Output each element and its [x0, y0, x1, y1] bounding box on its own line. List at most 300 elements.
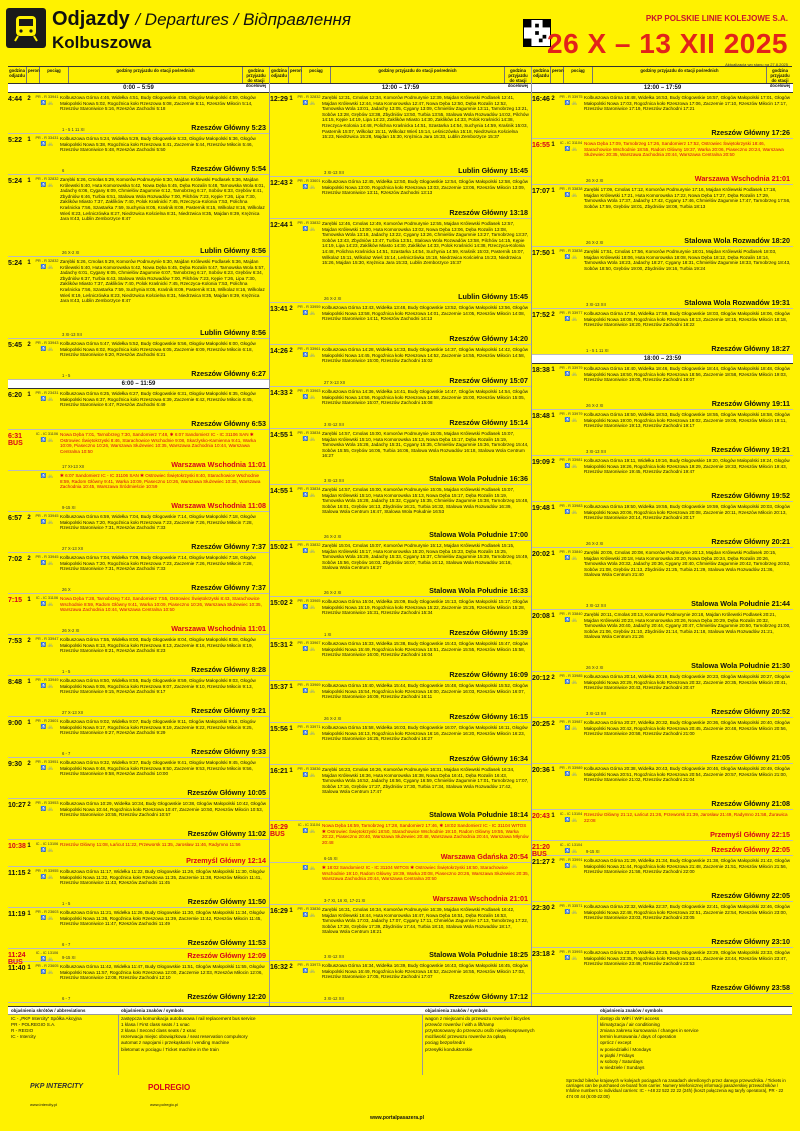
running-days-note: 3 XI-12 XII [324, 954, 344, 959]
departure-time: 14:33 [270, 390, 288, 397]
departure-row[interactable] [532, 718, 793, 764]
platform-number: 2 [551, 312, 555, 318]
intermediate-stops: Kolbuszowa Górna 11:17, Widełka 11:22, Budy Głogowskie 11:26, Głogów Małopolski 11:30, Głogów Małopolski Nowa 11:32, Rogoźnica koło Rzeszowa 11:35, Zaczernie 11:38, Rzeszów Miłocin 11:41, Rzeszów Staroniwice 11:43, Rzeszów Zachodni 11:45 [60, 869, 265, 886]
departure-time: 18:48 [532, 413, 550, 420]
destination: Warszawa Wschodnia 11:08 [171, 501, 266, 510]
symbols-legend-3: objaśnienia znaków / symbols dostęp do WiFi / WiFi access klimatyzacja / air conditioning zmiana zakresu kursowania / changes in service termin kursowania / days of operation oprócz / except w poniedziałki / Mondays w piątki / Fridays w soboty / Saturdays w niedziele / Sundays [597, 1007, 792, 1075]
train-number: PR - R 23603 [35, 910, 59, 914]
destination: Warszawa Wschodnia 21:01 [694, 174, 790, 183]
departure-time: 8:48 [8, 679, 23, 686]
intermediate-stops: Kolbuszowa Górna 5:47, Widełka 5:52, Budy Głogowskie 5:56, Głogów Małopolski 6:00, Głogów Małopolski Nowa 6:02, Rogoźnica koło Rzeszowa 6:05, Zaczernie 6:09, Rzeszów Miłocin 6:18, Rzeszów Staroniwice 6:20, Rzeszów Zachodni 6:21 [60, 341, 256, 358]
legend-item: w niedziele / Sundays [600, 1065, 645, 1071]
departure-time: 14:55 [270, 488, 288, 495]
running-days-note: 9-15 XI [586, 849, 600, 854]
running-days-note: 1 - 5 [62, 373, 71, 378]
train-info [558, 948, 584, 993]
pkp-plk-logo: PKP POLSKIE LINIE KOLEJOWE S.A. [645, 14, 788, 23]
intermediate-stops: Zarębki 17:09, Cmolas 17:12, Komorów Podmurynie 17:16, Majdan Królewski Podlasek 17:18, Majdan Królewski 17:21, Huta Komorowska 17:22, Nowa Dęba 17:27, Dęba Rozalin 17:29, Tarnowska Wola 17:37, Jadachy 17:42, Cygany 17:46, Chmielów Zagumnie 17:47, Tarnobrzeg 17:56, Sobów 17:59, Grębów 18:01, Zbydniów 18:08, Turbia 18:13 [584, 187, 791, 209]
legend-item: przesyłki konduktorskie [425, 1046, 473, 1052]
running-days-note: 1 - 5 1 11 XI [586, 348, 609, 353]
train-info [558, 764, 584, 809]
running-days-note: 9-15 XI [62, 505, 76, 510]
departure-row[interactable] [8, 908, 269, 949]
train-number: PR - R 33941 [35, 95, 59, 99]
service-symbols: ♿ 🚲 [40, 969, 54, 974]
departure-row[interactable] [270, 639, 531, 681]
destination: Rzeszów Główny 17:12 [449, 992, 528, 1001]
departure-row[interactable] [532, 856, 793, 902]
intermediate-stops: Kolbuszowa Górna 9:02, Widełka 9:07, Budy Głogowskie 9:11, Głogów Małopolski 9:15, Głogów Małopolski Nowa 9:17, Rogoźnica koło Rzeszowa 9:19, Zaczernie 9:22, Rzeszów Miłocin 9:25, Rzeszów Staroniwice 9:27, Rzeszów Zachodni 9:29 [60, 719, 256, 736]
running-days-note: 1 - 5 [62, 669, 71, 674]
departure-row[interactable] [532, 902, 793, 948]
departure-time: 14:55 [270, 432, 288, 439]
portal-link[interactable]: www.portalpasazera.pl [370, 1115, 424, 1121]
departure-row[interactable] [270, 541, 531, 597]
intermediate-stops: Kolbuszowa Górna 17:54, Widełka 17:59, Budy Głogowskie 18:03, Głogów Małopolski 18:06, Głogów Małopolski Nowa 18:08, Rogoźnica koło Rzeszowa 18:13, Zaczernie 18:15, Rzeszów Miłocin 18:18, Rzeszów Staroniwice 18:20, Rzeszów Zachodni 18:22 [584, 311, 791, 328]
departure-row[interactable] [270, 597, 531, 639]
train-number: PR - R 23431 [35, 391, 59, 395]
symbols-legend-2: objaśnienia znaków / symbols wagon z miejscami do przewozu rowerów / bicycles przewóz rowerów / with a lift/ramp przystosowany do przewozu osób niepełnosprawnych możliwość przewozu rowerów za opłatą pociąg bezpośredni przesyłki konduktorskie [422, 1007, 598, 1075]
train-number: IC - IC 13106 [35, 951, 59, 955]
intermediate-stops: Kolbuszowa Górna 20:27, Widełka 20:32, Budy Głogowskie 20:36, Głogów Małopolski 20:40, Głogów Małopolski Nowa 20:42, Rogoźnica koło Rzeszowa 20:45, Zaczernie 20:48, Rzeszów Miłocin 20:56, Rzeszów Staroniwice 20:58, Rzeszów Zachodni 21:00 [584, 720, 791, 737]
destination: Warszawa Gdańska 20:54 [440, 852, 528, 861]
departure-row[interactable] [8, 134, 269, 175]
departure-row[interactable] [270, 93, 531, 177]
train-number: PR - R 33834 [297, 487, 321, 491]
departure-row[interactable] [532, 93, 793, 139]
time-band: 12:00 – 17:59 [270, 84, 531, 93]
platform-number: 1 [27, 843, 31, 849]
timetable-column-2 [270, 67, 532, 1007]
running-days-note: 26 X-2 XI [586, 178, 604, 183]
platform-number: 2 [551, 721, 555, 727]
destination: Warszawa Wschodnia 11:01 [171, 460, 266, 469]
departure-row[interactable] [270, 905, 531, 961]
platform-number: 1 [27, 720, 31, 726]
platform-number: 2 [27, 761, 31, 767]
train-info [296, 821, 322, 862]
platform-number: 2 [551, 951, 555, 957]
platform-number: 1 [551, 413, 555, 419]
service-symbols: ♿ 🚲 [40, 724, 54, 729]
train-info [34, 635, 60, 675]
platform-number: 1 [289, 768, 293, 774]
train-info [296, 863, 322, 904]
train-info [34, 949, 60, 961]
departure-time: 15:56 [270, 726, 288, 733]
departure-time: 15:02 [270, 600, 288, 607]
departure-time: 6:31 BUS [8, 433, 23, 447]
destination: Rzeszów Główny 12:09 [187, 951, 266, 960]
platform-number: 2 [289, 306, 293, 312]
destination: Rzeszów Główny 20:52 [711, 707, 790, 716]
running-days-note: 26 X-2 XI [324, 534, 342, 539]
service-symbols: ♿ 🚲 [564, 316, 578, 321]
running-days-note: 6 - 7 [62, 996, 71, 1001]
departure-row[interactable] [532, 610, 793, 672]
destination: Warszawa Wschodnia 21:01 [432, 894, 528, 903]
platform-number: 1 [289, 544, 293, 550]
platform-number: 1 [289, 222, 293, 228]
destination: Rzeszów Główny 11:50 [187, 897, 266, 906]
departure-time: 15:02 [270, 544, 288, 551]
service-symbols: ♿ 🚲 [564, 617, 578, 622]
departure-time: 6:20 [8, 392, 23, 399]
running-days-note: 3 XI-13 XII [586, 449, 606, 454]
train-info [296, 541, 322, 596]
destination: Rzeszów Główny 21:08 [711, 799, 790, 808]
running-days-note: 3 XI-13 XII [324, 170, 344, 175]
polregio-link[interactable]: www.polregio.pl [150, 1102, 179, 1107]
running-days-note: 1 - 5 [62, 901, 71, 906]
service-symbols: ♿ 🚲 [40, 874, 54, 879]
intermediate-stops: Kolbuszowa Górna 7:04, Widełka 7:09, Budy Głogowskie 7:14, Głogów Małopolski 7:18, Głogów Małopolski Nowa 7:20, Rogoźnica koło Rzeszowa 7:23, Zaczernie 7:26, Rzeszów Miłocin 7:28, Rzeszów Staroniwice 7:31, Rzeszów Zachodni 7:33 [60, 555, 256, 572]
platform-number: 1 [551, 551, 555, 557]
destination: Lublin Główny 15:45 [458, 166, 528, 175]
departure-row[interactable] [532, 841, 793, 856]
running-days-note: 27 X-13 XII [324, 380, 345, 385]
platform-number [286, 821, 296, 862]
train-number: PR - R 33973 [297, 963, 321, 967]
service-symbols: ♿ 🚲 [40, 765, 54, 770]
departure-row[interactable] [8, 799, 269, 840]
train-number: PR - R 33840 [559, 550, 583, 554]
departure-time: 6:57 [8, 515, 23, 522]
destination: Rzeszów Główny 23:58 [711, 983, 790, 992]
departure-row[interactable] [532, 309, 793, 355]
platform-number: 1 [289, 432, 293, 438]
train-number: PR - R 33601 [297, 179, 321, 183]
departure-time: 18:38 [532, 367, 550, 374]
service-symbols: ♿ 🚲 [40, 437, 54, 442]
departure-time: 21:20 BUS [532, 844, 550, 858]
intermediate-stops: Kolbuszowa Górna 16:48, Widełka 16:53, Budy Głogowskie 16:57, Głogów Małopolski 17:01, Głogów Małopolski Nowa 17:03, Rogoźnica koło Rzeszowa 17:06, Zaczernie 17:10, Rzeszów Miłocin 17:17, Rzeszów Staroniwice 17:19, Rzeszów Zachodni 17:21 [584, 95, 791, 112]
departure-row[interactable] [270, 681, 531, 723]
train-number: PR - R 33834 [297, 431, 321, 435]
update-note: Aktualizacja wg stanu na 27.8.2025 [725, 62, 788, 67]
departure-row[interactable] [532, 364, 793, 410]
destination: Rzeszów Główny 22:05 [711, 891, 790, 900]
platform-number: 1 [551, 188, 555, 194]
train-info [558, 139, 584, 184]
departure-row[interactable] [532, 948, 793, 994]
running-days-note: 26 X-2 XI [324, 296, 342, 301]
train-number: IC - IC 13104 [559, 812, 583, 816]
intermediate-stops: Zarębki 12:46, Cmolas 12:49, Komorów Podmurynie 12:55, Majdan Królewski Podlasek 12:57, Majdan Królewski 13:00, Huta Komorowska 13:02, Nowa Dęba 13:06, Dęba Rozalin 13:08, Tarnowska Wola 13:18, Jadachy 13:22, Cygany 13:26, Chmielów Zagumnie 13:27, Tarnobrzeg 13:37, Sobów 13:43, Zbydniów 13:47, Turbia 13:51, Stalowa Wola Rozwadów 13:58, Pilchów 14:15, Kępie 14:19, Lipa 14:23, Zaklików Miasto 14:30, Zaklików 14:33, Polok Kraśnicki 14:38, Rzeczyca-Kolonia 14:48, Polichna Kraśnicka 14:51, Szastarka 14:54, Suchynia 14:59, Kraśnik 15:03, Pasternik 15:07, Wilkolaz 15:11, Wilkolaz Wieś 15:14, Leśniczówka 15:18, Niedrzwica Kościelna 15:23, Niedrzwica 15:26, Majdan 15:30, Krężnica Jara 15:33, Lublin Zemborzyce 15:37 [322, 221, 529, 266]
train-number: PR - R 33955 [35, 869, 59, 873]
platform-number: 1 [27, 260, 31, 266]
service-symbols: ♿ 🚲 [40, 956, 54, 961]
departure-time: 16:46 [532, 96, 550, 103]
intermediate-stops: Kolbuszowa Górna 6:59, Widełka 7:04, Budy Głogowskie 7:14, Głogów Małopolski 7:18, Głogów Małopolski Nowa 7:20, Rogoźnica koło Rzeszowa 7:23, Zaczernie 7:26, Rzeszów Miłocin 7:28, Rzeszów Staroniwice 7:31, Rzeszów Zachodni 7:33 [60, 514, 256, 531]
intermediate-stops: Zarębki 14:57, Cmolas 15:00, Komorów Podmurynie 15:05, Majdan Królewski Podlasek 15:07, Majdan Królewski 15:10, Huta Komorowska 15:13, Nowa Dęba 15:17, Dęba Rozalin 15:19, Tarnowska Wola 15:28, Jadachy 15:31, Cygany 15:35, Chmielów Zagumnie 15:36, Tarnobrzeg 15:44, Sobów 15:55, Grębów 16:06, Turbia 16:06, Stalowa Wola Rozwadów 16:18, Stalowa Wola Centrum 16:27 [322, 431, 529, 459]
platform-number: 2 [27, 870, 31, 876]
destination: Rzeszów Główny 16:15 [449, 712, 528, 721]
page-title: Odjazdy / Departures / Відправлення [52, 8, 351, 30]
running-days-note: 27 X-13 XII [62, 710, 83, 715]
departure-row[interactable] [8, 717, 269, 758]
departure-row[interactable] [8, 175, 269, 257]
service-symbols: ♿ 🚲 [40, 141, 54, 146]
train-number: PR - R 33963 [297, 389, 321, 393]
legend-item: PR - POLREGIO S.A. [11, 1021, 56, 1027]
departure-row[interactable] [270, 863, 531, 905]
destination: Rzeszów Główny 11:53 [187, 938, 266, 947]
departure-row[interactable] [8, 553, 269, 594]
train-info [34, 257, 60, 338]
platform-number: 1 [289, 684, 293, 690]
platform-number [24, 471, 34, 511]
train-info [296, 345, 322, 386]
destination: Lublin Główny 8:56 [200, 328, 266, 337]
departure-time: 16:32 [270, 964, 288, 971]
legend-item: pociąg bezpośredni [425, 1040, 465, 1046]
departure-row[interactable] [532, 672, 793, 718]
running-days-note: 6 [62, 168, 65, 173]
platform-number: 1 [551, 613, 555, 619]
running-days-note: 1 XI [324, 632, 332, 637]
service-symbols: ♿ 🚲 [302, 604, 316, 609]
departure-row[interactable] [270, 821, 531, 863]
platform-number: 2 [289, 964, 293, 970]
departure-row[interactable] [270, 303, 531, 345]
intermediate-stops: Kolbuszowa Górna 14:28, Widełka 14:33, Budy Głogowskie 14:37, Głogów Małopolski 14:42, Głogów Małopolski Nowa 14:45, Rogoźnica koło Rzeszowa 14:52, Zaczernie 14:55, Rzeszów Miłocin 14:58, Rzeszów Staroniwice 15:00, Rzeszów Zachodni 15:02 [322, 347, 529, 364]
departure-time: 20:43 [532, 813, 550, 820]
train-number: PR - R 33989 [559, 766, 583, 770]
departure-row[interactable] [270, 345, 531, 387]
intermediate-stops: Kolbuszowa Górna 13:43, Widełka 13:48, Budy Głogowskie 13:52, Głogów Małopolski 13:56, Głogów Małopolski Nowa 13:58, Rogoźnica koło Rzeszowa 14:01, Zaczernie 14:05, Rzeszów Miłocin 14:08, Rzeszów Staroniwice 14:11, Rzeszów Zachodni 14:13 [322, 305, 529, 322]
destination: Stalowa Wola Południe 21:44 [691, 599, 790, 608]
train-info [296, 485, 322, 540]
legend-item: przystosowany do przewozu osób niepełnosprawnych [425, 1027, 535, 1033]
departure-row[interactable] [8, 962, 269, 1003]
pkp-intercity-logo: PKP INTERCITY [30, 1083, 84, 1090]
service-symbols: ♿ 🚲 [40, 182, 54, 187]
running-days-note: 26 X-2 XI [62, 628, 80, 633]
column-header: godzina odjazdu peron pociąg godziny przyjazdu do stacji pośrednich godzina przyjazdu do stacji docelowej [270, 67, 531, 84]
destination: Przemyśl Główny 12:14 [186, 856, 266, 865]
destination: Lublin Główny 15:45 [458, 292, 528, 301]
intermediate-stops: Rzeszów Główny 11:08, Łańcut 11:22, Przeworsk 11:35, Jarosław 11:46, Radymno 11:56 [60, 842, 241, 847]
departure-row[interactable] [532, 548, 793, 610]
train-info [296, 961, 322, 1002]
platform-number: 1 [289, 726, 293, 732]
intermediate-stops: Zarębki 5:26, Cmolas 5:29, Komorów Podmurynie 5:30, Majdan Królewski Podlasek 5:36, Majdan Królewski 5:40, Huta Komorowska 5:42, Nowa Dęba 5:45, Dęba Rozalin 5:48, Tarnowska Wola 6:01, Jadachy 6:06, Cygany 6:09, Chmielów Zagumnie 6:12, Tarnobrzeg 6:17, Sobów 6:33, Grębów 6:41, Zbydniów 6:46, Turbia 6:51, Stalowa Wola Rozwadów 7:00, Pilchów 7:23, Kępie 7:26, Lipa 7:30, Zaklików Miasto 7:37, Zaklików 7:40, Polok Kraśnicki 7:45, Rzeczyca-Kolonia 7:53, Polichna Kraśnicka 7:56, Szastarka 7:59, Suchynia 8:05, Kraśnik 8:09, Pasternik 8:15, Wilkolaz 8:16, Wilkolaz Wieś 8:23, Leśniczówka 8:27, Niedrzwica Kościelna 8:31, Niedrzwica 8:35, Majdan 8:39, Krężnica Jara 8:43, Lublin Zemborzyce 8:47 [60, 177, 265, 222]
intercity-link[interactable]: www.intercity.pl [30, 1102, 58, 1107]
train-number: PR - R 33981 [559, 458, 583, 462]
destination: Warszawa Wschodnia 11:01 [171, 624, 266, 633]
departure-time: 16:29 BUS [270, 824, 288, 838]
intermediate-stops: Kolbuszowa Górna 8:50, Widełka 8:55, Budy Głogowskie 8:59, Głogów Małopolski 9:03, Głogów Małopolski Nowa 9:05, Rogoźnica koło Rzeszowa 9:07, Zaczernie 9:10, Rzeszów Miłocin 9:13, Rzeszów Staroniwice 9:15, Rzeszów Zachodni 9:17 [60, 678, 256, 695]
train-info [34, 676, 60, 716]
destination: Rzeszów Główny 6:53 [191, 419, 266, 428]
destination: Rzeszów Główny 21:05 [711, 753, 790, 762]
platform-number: 2 [27, 638, 31, 644]
train-info [34, 799, 60, 839]
departure-row[interactable] [270, 177, 531, 219]
platform-number: 2 [551, 859, 555, 865]
legend-item: IC - „PKP Intercity” Spółka Akcyjna [11, 1015, 82, 1021]
intermediate-stops: Nowa Dęba 17:09, Tarnobrzeg 17:26, Sandomierz 17:52, Ostrowiec Świętokrzyski 18:46, Starachowice Wschodnie 18:55, Radom Główny 19:37, Warka 20:06, Piaseczno 20:24, Warszawa Służewiec 20:35, Warszawa Zachodnia 20:44, Warszawa Centralna 20:50 [584, 141, 784, 158]
train-number: PR - R 33965 [297, 599, 321, 603]
platform-number: 2 [289, 180, 293, 186]
train-info [34, 962, 60, 1002]
train-number: PR - R 33977 [559, 311, 583, 315]
departure-row[interactable] [532, 247, 793, 309]
platform-number [286, 863, 296, 904]
departure-row[interactable] [532, 410, 793, 456]
departure-row[interactable] [8, 635, 269, 676]
destination: Rzeszów Główny 14:20 [449, 334, 528, 343]
legend-item: biletomat w pociągu / Ticket machine in the train [121, 1046, 219, 1052]
train-number: PR - R 23605 [35, 964, 59, 968]
platform-number: 1 [551, 367, 555, 373]
platform-number: 1 [289, 908, 293, 914]
intermediate-stops: Kolbuszowa Górna 15:58, Widełka 16:03, Budy Głogowskie 16:07, Głogów Małopolski 16:11, Głogów Małopolski Nowa 16:13, Rogoźnica koło Rzeszowa 16:16, Zaczernie 16:20, Rzeszów Miłocin 16:23, Rzeszów Staroniwice 16:25, Rzeszów Zachodni 16:27 [322, 725, 528, 742]
intermediate-stops: Kolbuszowa Górna 14:36, Widełka 14:41, Budy Głogowskie 14:47, Głogów Małopolski 14:54, Głogów Małopolski Nowa 14:56, Rogoźnica koło Rzeszowa 14:58, Zaczernie 15:00, Rzeszów Miłocin 15:05, Rzeszów Staroniwice 15:07, Rzeszów Zachodni 15:08 [322, 389, 529, 406]
service-symbols: ♿ 🚲 [302, 226, 316, 231]
departure-time: 12:29 [270, 96, 288, 103]
departure-row[interactable] [270, 961, 531, 1003]
departure-row[interactable] [8, 339, 269, 380]
departure-row[interactable] [532, 185, 793, 247]
legend-item: wagon z miejscami do przewozu rowerów / bicycles [425, 1015, 530, 1021]
symbols-legend-1: objaśnienia znaków / symbols zastępcza komunikacja autobusowa / rail replacement bus service 1 klasa / First class seats / 1 клас 2 klasa / Second class seats / 2 клас rezerwacja miejsc obowiązkowa / seat reservation compulsory automat z napojami i przekąskami / vending machine biletomat w pociągu / Ticket machine in the train [118, 1007, 423, 1075]
train-number: PR - R 33832 [297, 543, 321, 547]
departure-time: 10:38 [8, 843, 26, 850]
intermediate-stops: Zarębki 20:11, Cmolas 20:13, Komorów Podmurynie 20:18, Majdan Królewski Podlasek 20:21, Majdan Królewski 20:23, Huta Komorowska 20:26, Nowa Dęba 20:29, Dęba Rozalin 20:32, Tarnowska Wola 20:40, Jadachy 20:44, Cygany 20:47, Chmielów Zagumnie 20:50, Tarnobrzeg 21:00, Sobów 21:06, Grębów 21:10, Zbydniów 21:14, Turbia 21:18, Stalowa Wola Rozwadów 21:21, Stalowa Wola Centrum 21:26 [584, 612, 791, 640]
departure-time: 21:27 [532, 859, 550, 866]
intermediate-stops: Zarębki 14:57, Cmolas 15:00, Komorów Podmurynie 15:05, Majdan Królewski Podlasek 15:07, Majdan Królewski 15:10, Huta Komorowska 15:13, Nowa Dęba 15:17, Dęba Rozalin 15:19, Tarnowska Wola 15:28, Jadachy 15:32, Cygany 15:35, Chmielów Zagumnie 15:38, Tarnobrzeg 15:48, Sobów 16:01, Grębów 16:13, Zbydniów 16:21, Turbia 16:32, Stalowa Wola Rozwadów 16:39, Stalowa Wola Centrum 16:47, Stalowa Wola Południe 16:53 [322, 487, 529, 515]
train-info [296, 681, 322, 722]
intermediate-stops: Kolbuszowa Górna 10:29, Widełka 10:34, Budy Głogowskie 10:38, Głogów Małopolski 10:42, Głogów Małopolski Nowa 10:44, Rogoźnica koło Rzeszowa 10:47, Zaczernie 10:50, Rzeszów Miłocin 10:53, Rzeszów Staroniwice 10:55, Rzeszów Zachodni 10:57 [60, 801, 267, 818]
departure-row[interactable] [270, 723, 531, 765]
train-info [296, 219, 322, 302]
departure-time: 16:21 [270, 768, 288, 775]
departure-row[interactable] [8, 93, 269, 134]
ticket-info: Sprzedaż biletów krajowych w kolejach pociągach na zasadach określonych przez danego przewoźnika. / Tickets in carriages can be purchased on-board from carrier. Numery telefonicznej informacji pasażerskiej przewoźników / Infoline numbers to individual carriers: IC - +48 22 522 22 22 (24h) (koszt połączenia wg taryfy operatora), PR - 22 474 00 44 (6:00-22:00) [566, 1078, 786, 1099]
train-number: IC - IC 31106 [35, 596, 59, 600]
train-info [558, 718, 584, 763]
departure-time: 20:02 [532, 551, 550, 558]
departure-row[interactable] [532, 502, 793, 548]
running-days-note: 3 XI-13 XII [324, 478, 344, 483]
departure-row[interactable] [8, 512, 269, 553]
train-info [34, 512, 60, 552]
platform-number: 1 [289, 96, 293, 102]
train-info [296, 93, 322, 176]
train-number: IC - IC 13104 [559, 843, 583, 847]
service-symbols: ♿ 🚲 [564, 371, 578, 376]
departure-row[interactable] [270, 485, 531, 541]
train-number: PR - R 33949 [35, 678, 59, 682]
departure-row[interactable] [8, 471, 269, 512]
intermediate-stops: Zarębki 17:51, Cmolas 17:56, Komorów Podmurynie 18:01, Majdan Królewski Podlasek 18:03, Majdan Królewski 18:06, Huta Komorowska 18:08, Nowa Dęba 18:12, Dęba Rozalin 18:14, Tarnowska Wola 18:23, Jadachy 18:27, Cygany 18:31, Chmielów Zagumnie 18:33, Tarnobrzeg 18:43, Sobów 18:50, Grębów 19:00, Zbydniów 19:16, Turbia 19:24 [584, 249, 791, 271]
departure-time: 13:41 [270, 306, 288, 313]
destination: Rzeszów Główny 20:21 [711, 537, 790, 546]
destination: Lublin Główny 8:56 [200, 246, 266, 255]
service-symbols: ♿ 🚲 [40, 915, 54, 920]
validity-dates: 26 X – 13 XII 2025 [547, 28, 788, 59]
departure-row[interactable] [8, 758, 269, 799]
service-symbols: ♿ 🚲 [302, 548, 316, 553]
train-info [34, 840, 60, 866]
running-days-note: 26 X [62, 587, 71, 592]
departure-time: 20:12 [532, 675, 550, 682]
service-symbols: ♿ 🚲 [40, 601, 54, 606]
destination: Rzeszów Główny 17:26 [711, 128, 790, 137]
destination: Rzeszów Główny 16:09 [449, 670, 528, 679]
train-number: IC - IC 31106 [35, 432, 59, 436]
train-number: PR - R 33971 [297, 725, 321, 729]
service-symbols: ♿ 🚲 [40, 346, 54, 351]
departure-row[interactable] [8, 389, 269, 430]
departure-row[interactable] [8, 257, 269, 339]
running-days-note: 3 XI-13 XII [586, 302, 606, 307]
service-symbols: ♿ 🚲 [40, 560, 54, 565]
intermediate-stops: Rzeszów Główny 21:12, Łańcut 21:26, Przeworsk 21:39, Jarosław 21:49, Radymno 21:58, Żurawica 22:08 [584, 812, 788, 823]
departure-row[interactable] [8, 840, 269, 867]
train-info [558, 610, 584, 671]
train-number: PR - R 33832 [297, 221, 321, 225]
departure-time: 7:15 [8, 597, 23, 604]
train-info [558, 93, 584, 138]
train-info [296, 597, 322, 638]
departure-row[interactable] [532, 456, 793, 502]
intermediate-stops: Kolbuszowa Górna 23:20, Widełka 23:25, Budy Głogowskie 23:29, Głogów Małopolski 23:33, Głogów Małopolski Nowa 23:35, Rogoźnica koło Rzeszowa 23:41, Zaczernie 23:44, Rzeszów Miłocin 23:47, Rzeszów Staroniwice 23:49, Rzeszów Zachodni 23:53 [584, 950, 791, 967]
departure-row[interactable] [8, 430, 269, 471]
departure-row[interactable] [270, 219, 531, 303]
intermediate-stops: Kolbuszowa Górna 20:14, Widełka 20:19, Budy Głogowskie 20:23, Głogów Małopolski 20:27, Głogów Małopolski Nowa 20:29, Rogoźnica koło Rzeszowa 20:32, Zaczernie 20:35, Rzeszów Miłocin 20:41, Rzeszów Staroniwice 20:43, Rzeszów Zachodni 20:47 [584, 674, 791, 691]
destination: Rzeszów Główny 22:05 [711, 845, 790, 854]
train-number: PR - R 33979 [559, 412, 583, 416]
service-symbols: ♿ 🚲 [564, 909, 578, 914]
platform-number: 2 [551, 905, 555, 911]
departure-row[interactable] [532, 810, 793, 841]
departure-row[interactable] [270, 387, 531, 429]
departure-row[interactable] [270, 765, 531, 821]
running-days-note: 26 X-2 XI [586, 403, 604, 408]
service-symbols: ♿ 🚲 [564, 555, 578, 560]
train-info [296, 387, 322, 428]
departure-row[interactable] [270, 429, 531, 485]
destination: Rzeszów Główny 15:39 [449, 628, 528, 637]
train-number: PR - R 33836 [297, 907, 321, 911]
departure-row[interactable] [8, 594, 269, 635]
running-days-note: 17 XI-13 XII [62, 464, 85, 469]
abbreviations-legend: objaśnienia skrótów / abbreviations IC - „PKP Intercity” Spółka Akcyjna PR - POLREGIO S.A. R - REGIO IC - Intercity [8, 1007, 119, 1075]
departure-time: 15:31 [270, 642, 288, 649]
train-info [558, 548, 584, 609]
service-symbols: ♿ 🚲 [40, 519, 54, 524]
train-info [34, 717, 60, 757]
departure-row[interactable] [532, 139, 793, 185]
departure-time: 15:37 [270, 684, 288, 691]
departure-row[interactable] [8, 867, 269, 908]
departure-row[interactable] [8, 676, 269, 717]
departure-time: 16:29 [270, 908, 288, 915]
destination: Stalowa Wola Południe 17:00 [429, 530, 528, 539]
service-symbols: ♿ 🚲 [564, 509, 578, 514]
service-symbols: ♿ 🚲 [564, 146, 578, 151]
departure-row[interactable] [532, 764, 793, 810]
departure-time: 5:24 [8, 178, 23, 185]
destination: Rzeszów Główny 5:54 [191, 164, 266, 173]
platform-number: 1 [551, 505, 555, 511]
platform-number: 1 [551, 767, 555, 773]
platform-number: 2 [551, 459, 555, 465]
legend [8, 1006, 792, 1075]
